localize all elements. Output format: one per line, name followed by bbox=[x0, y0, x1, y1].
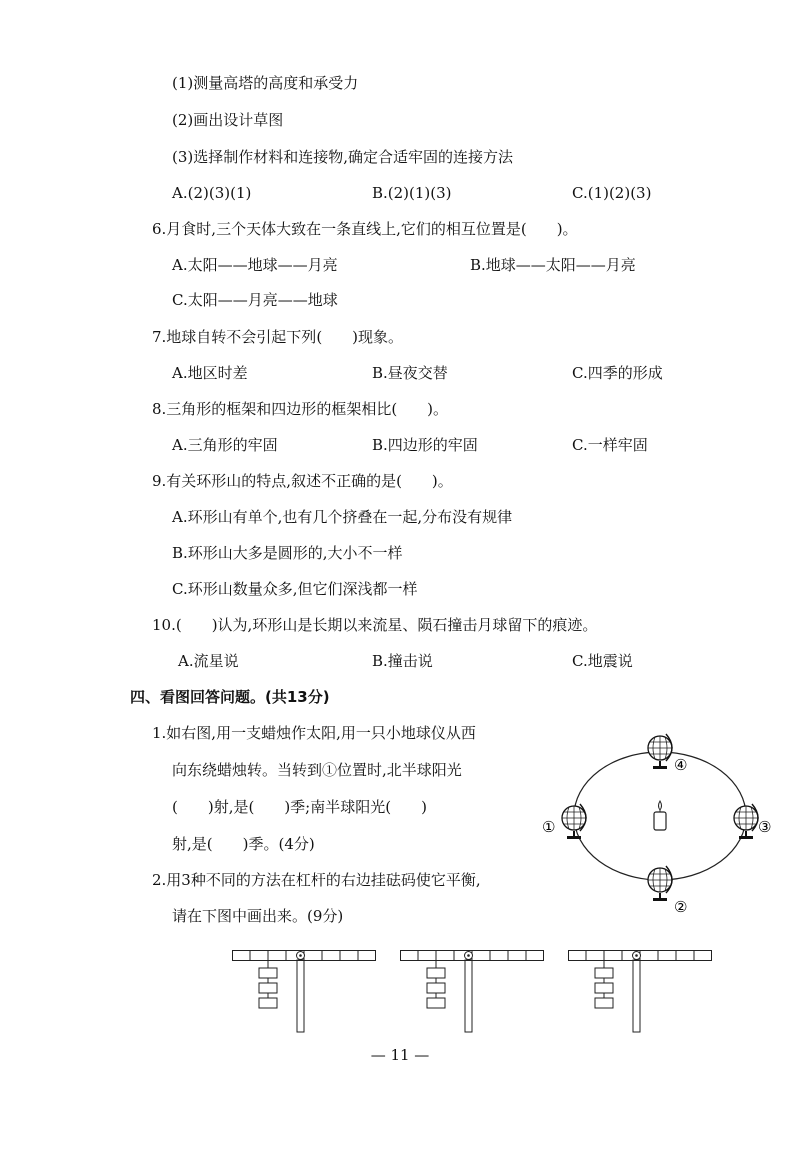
q5-step-2: (2)画出设计草图 bbox=[172, 111, 284, 129]
globe-icon-4 bbox=[648, 734, 672, 769]
earth-orbit-diagram bbox=[540, 718, 780, 918]
q5-step-1: (1)测量高塔的高度和承受力 bbox=[172, 74, 359, 92]
q8-option-a: A.三角形的牢固 bbox=[172, 436, 278, 454]
s4-q1-line-3: ( )射,是( )季;南半球阳光( ) bbox=[172, 798, 427, 816]
q10-stem: 10.( )认为,环形山是长期以来流星、陨石撞击月球留下的痕迹。 bbox=[152, 616, 598, 634]
q10-option-a: A.流星说 bbox=[178, 652, 239, 670]
label-position-4: ④ bbox=[674, 756, 688, 774]
q8-option-c: C.一样牢固 bbox=[572, 436, 648, 454]
q7-option-b: B.昼夜交替 bbox=[372, 364, 448, 382]
q5-option-a: A.(2)(3)(1) bbox=[172, 184, 252, 202]
q9-stem: 9.有关环形山的特点,叙述不正确的是( )。 bbox=[152, 472, 453, 490]
q10-option-b: B.撞击说 bbox=[372, 652, 433, 670]
q9-option-c: C.环形山数量众多,但它们深浅都一样 bbox=[172, 580, 418, 598]
label-position-2: ② bbox=[674, 898, 688, 916]
q10-option-c: C.地震说 bbox=[572, 652, 633, 670]
q9-option-b: B.环形山大多是圆形的,大小不一样 bbox=[172, 544, 403, 562]
q6-option-c: C.太阳——月亮——地球 bbox=[172, 291, 338, 309]
s4-q1-line-1: 1.如右图,用一支蜡烛作太阳,用一只小地球仪从西 bbox=[152, 724, 476, 742]
s4-q1-line-4: 射,是( )季。(4分) bbox=[172, 835, 315, 853]
page-number: — 11 — bbox=[370, 1046, 430, 1064]
q6-stem: 6.月食时,三个天体大致在一条直线上,它们的相互位置是( )。 bbox=[152, 220, 578, 238]
label-position-1: ① bbox=[542, 818, 556, 836]
q8-option-b: B.四边形的牢固 bbox=[372, 436, 478, 454]
q7-stem: 7.地球自转不会引起下列( )现象。 bbox=[152, 328, 404, 346]
q8-stem: 8.三角形的框架和四边形的框架相比( )。 bbox=[152, 400, 449, 418]
s4-q1-line-2: 向东绕蜡烛转。当转到①位置时,北半球阳光 bbox=[172, 761, 462, 779]
globe-icon-3 bbox=[734, 804, 758, 839]
globe-icon-1 bbox=[562, 804, 586, 839]
s4-q2-line-2: 请在下图中画出来。(9分) bbox=[172, 907, 344, 925]
q9-option-a: A.环形山有单个,也有几个挤叠在一起,分布没有规律 bbox=[172, 508, 513, 526]
q5-option-c: C.(1)(2)(3) bbox=[572, 184, 652, 202]
q6-option-b: B.地球——太阳——月亮 bbox=[470, 256, 636, 274]
q5-option-b: B.(2)(1)(3) bbox=[372, 184, 452, 202]
q7-option-a: A.地区时差 bbox=[172, 364, 248, 382]
q6-option-a: A.太阳——地球——月亮 bbox=[172, 256, 338, 274]
section-title: 四、看图回答问题。(共13分) bbox=[130, 688, 330, 706]
orbit-path bbox=[574, 752, 746, 880]
lever-diagram-2 bbox=[400, 946, 544, 1036]
candle-icon bbox=[654, 801, 666, 830]
s4-q2-line-1: 2.用3种不同的方法在杠杆的右边挂砝码使它平衡, bbox=[152, 871, 481, 889]
lever-diagram-1 bbox=[232, 946, 376, 1036]
lever-diagram-3 bbox=[568, 946, 712, 1036]
q5-step-3: (3)选择制作材料和连接物,确定合适牢固的连接方法 bbox=[172, 148, 514, 166]
q7-option-c: C.四季的形成 bbox=[572, 364, 663, 382]
globe-icon-2 bbox=[648, 866, 672, 901]
label-position-3: ③ bbox=[758, 818, 772, 836]
